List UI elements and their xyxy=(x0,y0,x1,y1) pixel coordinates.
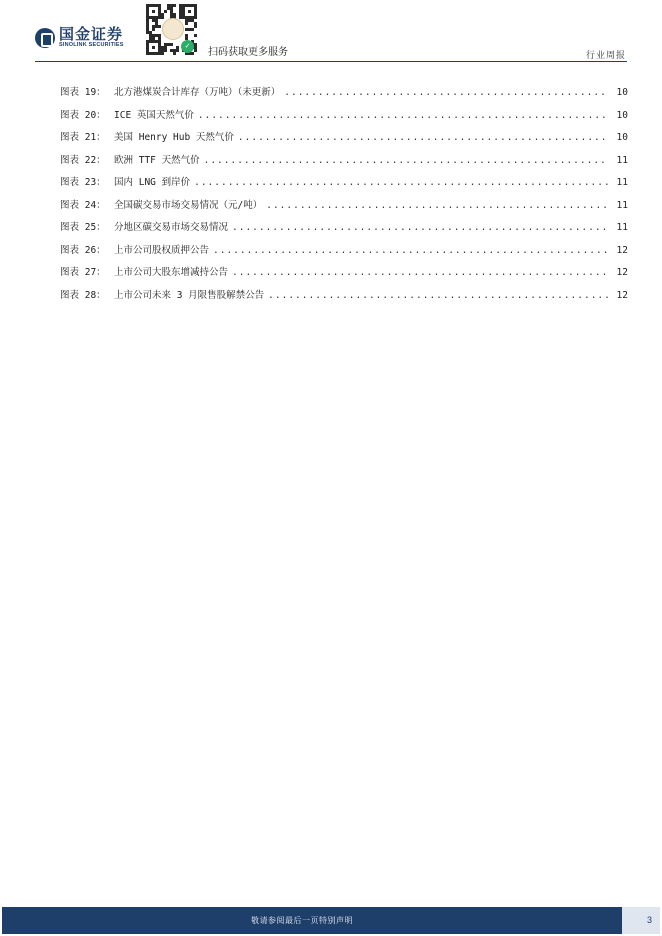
logo-chinese-name: 国金证券 xyxy=(59,25,124,43)
toc-item[interactable] xyxy=(60,242,628,265)
qr-module xyxy=(161,16,164,19)
qr-finder-core xyxy=(152,10,155,13)
toc-item[interactable] xyxy=(60,129,628,152)
dot-leader xyxy=(204,155,608,166)
toc-item[interactable] xyxy=(60,174,628,197)
scan-prompt: 扫码获取更多服务 xyxy=(208,47,288,58)
figure-title: ICE 英国天然气价 xyxy=(114,109,194,121)
disclaimer-notice: 敬请参阅最后一页特别声明 xyxy=(251,916,353,925)
page-reference: 11 xyxy=(616,154,628,166)
dot-leader xyxy=(268,290,608,301)
page-reference: 12 xyxy=(616,289,628,301)
company-logo xyxy=(35,26,124,49)
wechat-badge-icon: ✓ xyxy=(181,40,194,53)
qr-module xyxy=(164,10,167,13)
page-reference: 12 xyxy=(616,244,628,256)
figure-title: 全国碳交易市场交易情况（元/吨） xyxy=(114,199,263,211)
toc-item[interactable] xyxy=(60,219,628,242)
report-category: 行业周报 xyxy=(585,51,626,61)
figure-number: 图表 20： xyxy=(60,109,106,121)
figure-number: 图表 26： xyxy=(60,244,106,256)
figure-title: 国内 LNG 到岸价 xyxy=(114,177,191,188)
header-divider xyxy=(35,61,627,62)
qr-finder-core xyxy=(152,46,155,49)
dot-leader xyxy=(238,132,608,143)
figure-number: 图表 25： xyxy=(60,222,106,233)
dot-leader xyxy=(232,267,608,278)
page-reference: 10 xyxy=(616,87,628,98)
qr-module xyxy=(194,49,197,52)
dot-leader xyxy=(198,110,608,121)
qr-module xyxy=(173,52,176,55)
page-reference: 11 xyxy=(616,222,628,233)
dot-leader xyxy=(266,200,608,211)
page-header xyxy=(0,0,662,66)
logo-mark-icon xyxy=(35,28,55,48)
figure-title: 欧洲 TTF 天然气价 xyxy=(114,154,200,166)
logo-text xyxy=(59,26,124,49)
figure-title: 北方港煤炭合计库存（万吨）（未更新） xyxy=(114,87,281,98)
toc-item[interactable] xyxy=(60,107,628,130)
figure-number: 图表 23： xyxy=(60,177,106,188)
page-reference: 10 xyxy=(616,109,628,121)
qr-center-emblem-icon xyxy=(162,18,184,40)
qr-module xyxy=(158,25,161,28)
figure-title: 美国 Henry Hub 天然气价 xyxy=(114,132,234,143)
figure-number: 图表 19： xyxy=(60,87,106,98)
qr-module xyxy=(176,49,179,52)
page-number: 3 xyxy=(646,915,652,925)
page-reference: 11 xyxy=(616,199,628,211)
toc-item[interactable] xyxy=(60,197,628,220)
qr-finder-pattern xyxy=(146,40,161,55)
dot-leader xyxy=(213,245,608,256)
qr-module xyxy=(152,28,155,31)
page-reference: 12 xyxy=(616,267,628,278)
logo-english-name: SINOLINK SECURITIES xyxy=(59,42,124,48)
page-reference: 11 xyxy=(616,177,628,188)
dot-leader xyxy=(232,222,608,233)
qr-module xyxy=(191,52,194,55)
figure-index-list xyxy=(60,84,628,309)
figure-number: 图表 24： xyxy=(60,199,106,211)
qr-finder-pattern xyxy=(146,4,161,19)
toc-item[interactable] xyxy=(60,287,628,310)
qr-module xyxy=(185,22,188,25)
toc-item[interactable] xyxy=(60,264,628,287)
figure-number: 图表 28： xyxy=(60,289,106,301)
qr-module xyxy=(161,52,164,55)
qr-module xyxy=(194,34,197,37)
page-reference: 10 xyxy=(616,132,628,143)
figure-title: 上市公司大股东增减持公告 xyxy=(114,267,229,278)
figure-title: 上市公司未来 3 月限售股解禁公告 xyxy=(114,289,265,301)
qr-module xyxy=(191,28,194,31)
figure-title: 上市公司股权质押公告 xyxy=(114,244,210,256)
qr-module xyxy=(194,25,197,28)
dot-leader xyxy=(284,87,608,98)
qr-finder-pattern xyxy=(182,4,197,19)
figure-number: 图表 27： xyxy=(60,267,106,278)
toc-item[interactable] xyxy=(60,84,628,107)
qr-finder-core xyxy=(188,10,191,13)
page-footer xyxy=(2,907,660,934)
qr-code[interactable] xyxy=(145,3,197,55)
dot-leader xyxy=(194,177,608,188)
qr-module xyxy=(170,43,173,46)
page-number-badge xyxy=(622,907,660,934)
figure-number: 图表 21： xyxy=(60,132,106,143)
figure-number: 图表 22： xyxy=(60,154,106,166)
figure-title: 分地区碳交易市场交易情况 xyxy=(114,222,229,233)
toc-item[interactable] xyxy=(60,152,628,175)
qr-module xyxy=(164,49,167,52)
qr-module xyxy=(173,4,176,7)
